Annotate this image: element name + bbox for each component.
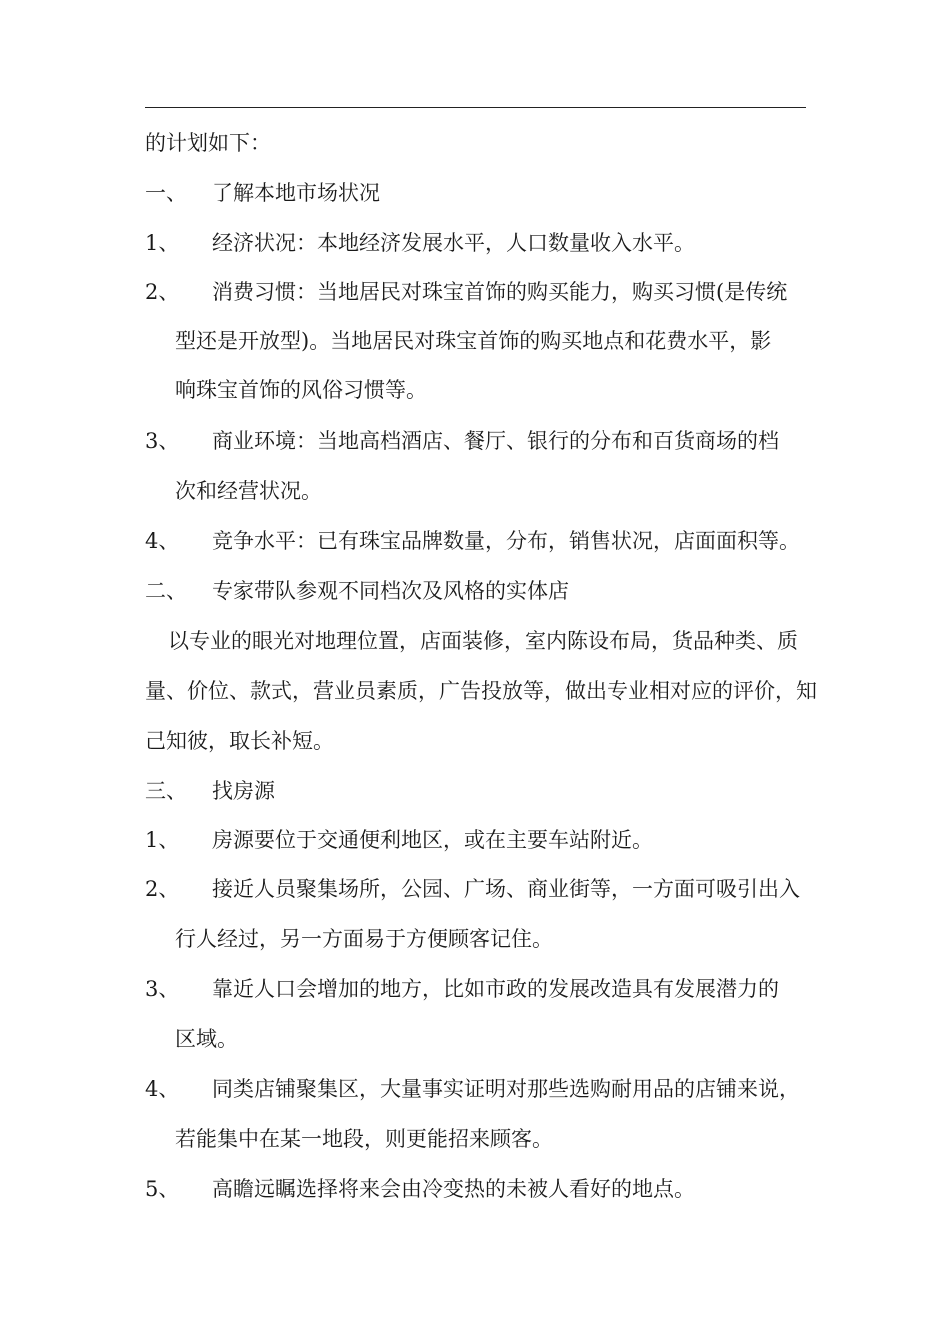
item-continuation: 行人经过，另一方面易于方便顾客记住。 bbox=[175, 927, 553, 951]
item-marker: 2、 bbox=[145, 280, 180, 304]
item-marker: 3、 bbox=[145, 429, 180, 453]
item-text: 房源要位于交通便利地区，或在主要车站附近。 bbox=[212, 828, 653, 852]
item-marker: 2、 bbox=[145, 877, 180, 901]
item-marker: 4、 bbox=[145, 529, 180, 553]
header-rule bbox=[145, 107, 806, 108]
section-marker-3: 三、 bbox=[145, 779, 187, 803]
section-marker-2: 二、 bbox=[145, 579, 187, 603]
item-text: 消费习惯：当地居民对珠宝首饰的购买能力，购买习惯(是传统 bbox=[212, 280, 788, 304]
section-title-1: 了解本地市场状况 bbox=[212, 181, 380, 205]
item-text: 同类店铺聚集区，大量事实证明对那些选购耐用品的店铺来说， bbox=[212, 1077, 800, 1101]
item-text: 商业环境：当地高档酒店、餐厅、银行的分布和百货商场的档 bbox=[212, 429, 779, 453]
paragraph-line: 量、价位、款式，营业员素质，广告投放等，做出专业相对应的评价，知 bbox=[145, 679, 817, 703]
section-title-2: 专家带队参观不同档次及风格的实体店 bbox=[212, 579, 569, 603]
item-continuation: 型还是开放型)。当地居民对珠宝首饰的购买地点和花费水平，影 bbox=[175, 329, 772, 353]
item-continuation: 区域。 bbox=[175, 1027, 238, 1051]
item-continuation: 响珠宝首饰的风俗习惯等。 bbox=[175, 378, 427, 402]
item-text: 靠近人口会增加的地方，比如市政的发展改造具有发展潜力的 bbox=[212, 977, 779, 1001]
item-text: 接近人员聚集场所，公园、广场、商业街等，一方面可吸引出入 bbox=[212, 877, 800, 901]
item-text: 经济状况：本地经济发展水平，人口数量收入水平。 bbox=[212, 231, 695, 255]
intro-line: 的计划如下： bbox=[145, 131, 271, 155]
item-marker: 4、 bbox=[145, 1077, 180, 1101]
item-marker: 1、 bbox=[145, 231, 180, 255]
item-continuation: 若能集中在某一地段，则更能招来顾客。 bbox=[175, 1127, 553, 1151]
section-title-3: 找房源 bbox=[212, 779, 275, 803]
paragraph-line: 己知彼，取长补短。 bbox=[145, 729, 334, 753]
item-text: 高瞻远瞩选择将来会由冷变热的未被人看好的地点。 bbox=[212, 1177, 695, 1201]
item-marker: 1、 bbox=[145, 828, 180, 852]
item-marker: 3、 bbox=[145, 977, 180, 1001]
item-text: 竞争水平：已有珠宝品牌数量，分布，销售状况，店面面积等。 bbox=[212, 529, 800, 553]
item-continuation: 次和经营状况。 bbox=[175, 479, 322, 503]
paragraph-line: 以专业的眼光对地理位置，店面装修，室内陈设布局，货品种类、质 bbox=[168, 629, 798, 653]
item-marker: 5、 bbox=[145, 1177, 180, 1201]
section-marker-1: 一、 bbox=[145, 181, 187, 205]
